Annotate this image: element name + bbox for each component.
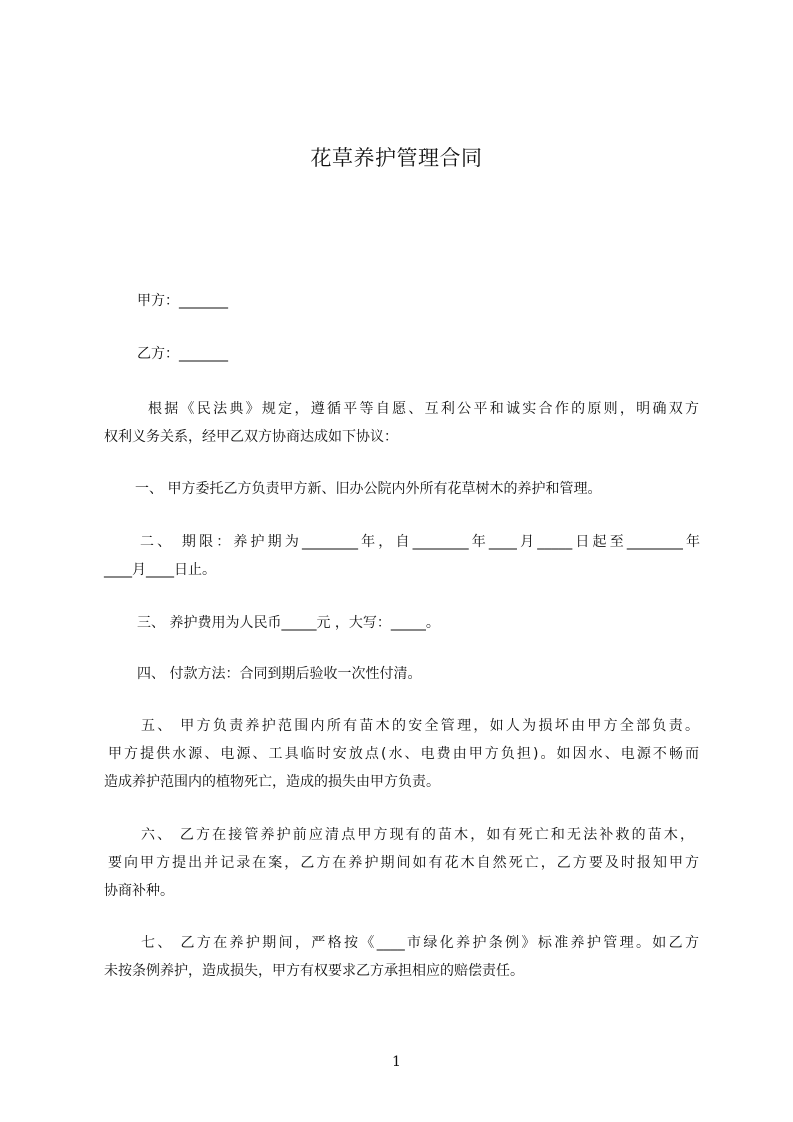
clause-7-line-2: 未按条例养护，造成损失，甲方有权要求乙方承担相应的赔偿责任。	[104, 963, 524, 979]
clause-4: 四、 付款方法：合同到期后验收一次性付清。	[137, 666, 422, 682]
clause-5-line-1: 五、 甲方负责养护范围内所有苗木的安全管理，如人为损坏由甲方全部负责。	[141, 718, 699, 734]
clause-2-line-1: 二、 期限：养护期为________年，自________年____月_____日起至________年	[140, 534, 700, 550]
clause-3: 三、 养护费用为人民币_____元 ，大写：_____。	[137, 615, 440, 631]
clause-6-line-3: 协商补种。	[104, 883, 174, 899]
clause-1: 一、 甲方委托乙方负责甲方新、旧办公院内外所有花草树木的养护和管理。	[135, 481, 602, 497]
clause-2-line-2: ____月____日止。	[104, 562, 216, 578]
clause-5-line-2: 甲方提供水源、电源、工具临时安放点(水、电费由甲方负担)。如因水、电源不畅而	[108, 746, 699, 762]
party-b-line: 乙方：_______	[137, 346, 228, 362]
clause-5-line-3: 造成养护范围内的植物死亡，造成的损失由甲方负责。	[104, 774, 440, 790]
page-number: 1	[392, 1054, 401, 1070]
intro-line-1: 根据《民法典》规定，遵循平等自愿、互利公平和诚实合作的原则，明确双方	[148, 401, 699, 417]
clause-7-line-1: 七、 乙方在养护期间，严格按《____市绿化养护条例》标准养护管理。如乙方	[141, 935, 699, 951]
clause-6-line-2: 要向甲方提出并记录在案，乙方在养护期间如有花木自然死亡，乙方要及时报知甲方	[108, 855, 699, 871]
clause-6-line-1: 六、 乙方在接管养护前应清点甲方现有的苗木，如有死亡和无法补救的苗木，	[141, 827, 694, 843]
contract-title: 花草养护管理合同	[310, 146, 483, 170]
intro-line-2: 权利义务关系，经甲乙双方协商达成如下协议：	[104, 429, 398, 445]
party-a-line: 甲方：_______	[137, 293, 228, 309]
